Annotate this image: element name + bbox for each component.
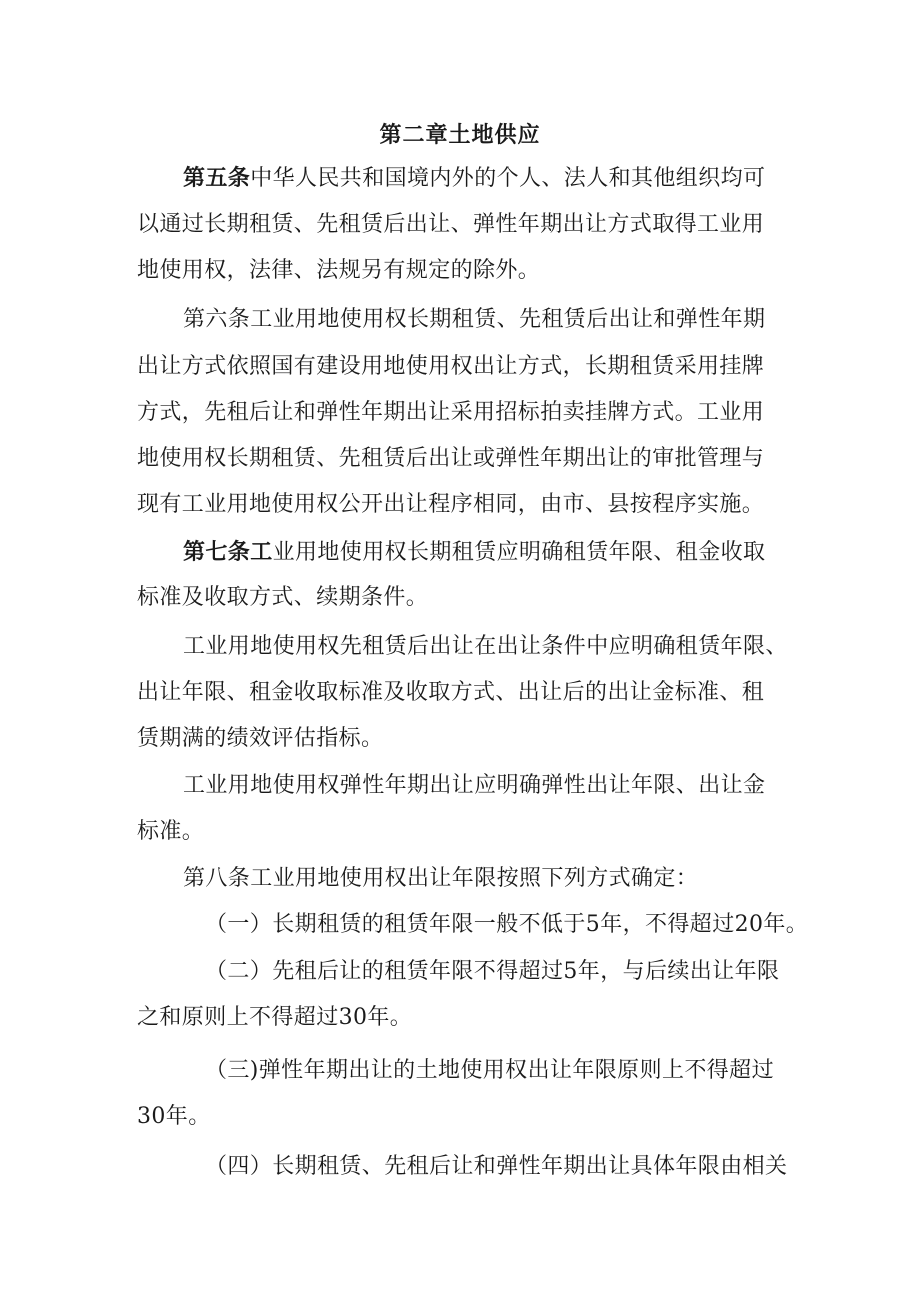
article6-line4: 地使用权长期租赁、先租赁后出让或弹性年期出让的审批管理与 <box>137 446 765 471</box>
article7-label: 第七条工 <box>183 539 273 565</box>
article6-line1: 第六条工业用地使用权长期租赁、先租赁后出让和弹性年期 <box>183 307 766 332</box>
article8-line1: 第八条工业用地使用权出让年限按照下列方式确定： <box>183 866 699 891</box>
lease-transfer-line3: 赁期满的绩效评估指标。 <box>137 726 384 751</box>
article6-line5: 现有工业用地使用权公开出让程序相同，由市、县按程序实施。 <box>137 492 765 517</box>
item3-line1: （三)弹性年期出让的土地使用权出让年限原则上不得超过 <box>205 1058 774 1083</box>
article5-line1 <box>183 163 765 194</box>
article5-label: 第五条 <box>183 165 251 191</box>
flexible-line2: 标准。 <box>137 819 205 844</box>
article5-line3: 地使用权，法律、法规另有规定的除外。 <box>137 258 541 283</box>
item4-line1: （四）长期租赁、先租后让和弹性年期出让具体年限由相关 <box>205 1154 788 1179</box>
chapter-title: 第二章土地供应 <box>379 122 541 148</box>
article7-line1 <box>183 537 765 568</box>
article6-line3: 方式，先租后让和弹性年期出让采用招标拍卖挂牌方式。工业用 <box>137 400 765 425</box>
item3-line2: 30年。 <box>137 1104 211 1129</box>
item2-line1: （二）先租后让的租赁年限不得超过5年，与后续出让年限 <box>205 959 780 984</box>
lease-transfer-line2: 出让年限、租金收取标准及收取方式、出让后的出让金标准、租 <box>137 680 765 705</box>
article5-text1: 中华人民共和国境内外的个人、法人和其他组织均可 <box>250 166 766 191</box>
article7-line2: 标准及收取方式、续期条件。 <box>137 585 429 610</box>
article5-line2: 以通过长期租赁、先租赁后出让、弹性年期出让方式取得工业用 <box>137 212 765 237</box>
item1-line1: （一）长期租赁的租赁年限一般不低于5年，不得超过20年。 <box>205 912 809 937</box>
article7-text1: 业用地使用权长期租赁应明确租赁年限、租金收取 <box>272 540 766 565</box>
item2-line2: 之和原则上不得超过30年。 <box>137 1005 413 1030</box>
flexible-line1: 工业用地使用权弹性年期出让应明确弹性出让年限、出让金 <box>183 773 766 798</box>
article6-line2: 出让方式依照国有建设用地使用权出让方式，长期租赁采用挂牌 <box>137 354 765 379</box>
lease-transfer-line1: 工业用地使用权先租赁后出让在出让条件中应明确租赁年限、 <box>183 634 788 659</box>
